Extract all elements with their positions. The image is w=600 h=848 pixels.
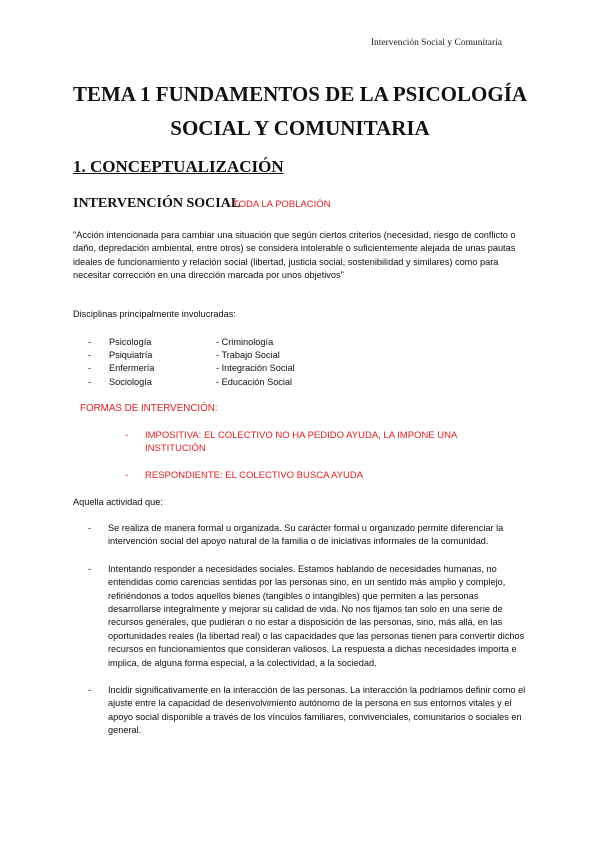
discipline-left: Sociología [109,376,152,387]
list-dash: - [88,685,92,696]
activity-item-text: Incidir significativamente en la interacción de las personas. La interacción la podríamos definir como el ajuste entre la capacidad de desenvolvimiento autónomo de la persona en sus entornos vitales y el apoyo social disponible a través de los vínculos familiares, convivenciales, comunitarios o sociales en general. [108,685,526,736]
list-item [88,684,528,738]
forms-heading: FORMAS DE INTERVENCIÓN: [80,403,218,414]
discipline-right: - Trabajo Social [216,350,280,361]
forms-list [125,429,515,482]
discipline-right: - Integración Social [216,363,295,374]
title-line-2: SOCIAL Y COMUNITARIA [170,116,430,140]
subsection-tag: TODA LA POBLACIÓN [233,199,331,210]
activity-item-text: Se realiza de manera formal u organizada. Su carácter formal u organizado permite diferenciar la intervención social del apoyo natural de la familia o de iniciativas informales de la comunidad. [108,523,504,547]
list-item [88,563,528,670]
discipline-left: Enfermería [109,363,155,374]
form-item-text: RESPONDIENTE: EL COLECTIVO BUSCA AYUDA [145,470,364,481]
list-dash: - [125,430,129,441]
list-dash: - [88,363,92,374]
list-dash: - [88,337,92,347]
discipline-right: - Educación Social [216,376,293,387]
definition-quote: "Acción intencionada para cambiar una situación que según ciertos criterios (necesidad, riesgo de conflicto o daño, depredación ambiental, entre otros) se considera intolerable o suficientemente alejada de unas pautas ideales de funcionamiento y relación social (libertad, justicia social, sostenibilidad y similares) como para necesitar corrección en una dirección marcada por unos objetivos" [73,230,516,281]
list-dash: - [88,523,92,533]
disciplines-intro: Disciplinas principalmente involucradas: [73,309,236,319]
discipline-left: Psiquiatría [109,350,153,361]
activity-list [88,522,528,738]
list-dash: - [88,563,92,574]
list-dash: - [88,350,92,361]
list-dash: - [88,376,92,387]
section-heading: 1. CONCEPTUALIZACIÓN [73,157,284,176]
list-item [88,522,528,549]
page-title [60,77,540,145]
list-dash: - [125,470,129,481]
activity-item-text: Intentando responder a necesidades sociales. Estamos hablando de necesidades humanas, no entendidas como carencias sentidas por las personas sino, en un sentido más amplio y complejo, refiriéndonos a todos aquellos bienes (tangibles o intangibles) que permiten a las personas desarrollarse integralmente y mejorar su calidad de vida. No nos fijamos tan solo en una serie de recursos generales, que pudieran o no estar a disposición de las personas, sino, más allá, en las oportunidades reales (la libertad real) o las capacidades que las personas tienen para convertir dichos recursos en funcionamientos que consideran valiosos. La respuesta a dichas necesidades importa e implica, de alguna forma especial, a la colectividad, a la sociedad. [108,563,525,668]
list-item [125,469,515,482]
discipline-left: Psicología [109,337,152,347]
activity-intro: Aquella actividad que: [73,497,163,507]
subsection-heading: INTERVENCIÓN SOCIAL [73,196,241,211]
title-line-1: TEMA 1 FUNDAMENTOS DE LA PSICOLOGÍA [72,82,528,106]
running-header: Intervención Social y Comunitaria [370,38,502,48]
form-item-text: IMPOSITIVA: EL COLECTIVO NO HA PEDIDO AYUDA, LA IMPONE UNA INSTITUCIÓN [145,430,457,454]
discipline-right: - Criminología [216,337,274,347]
list-item [125,429,515,455]
